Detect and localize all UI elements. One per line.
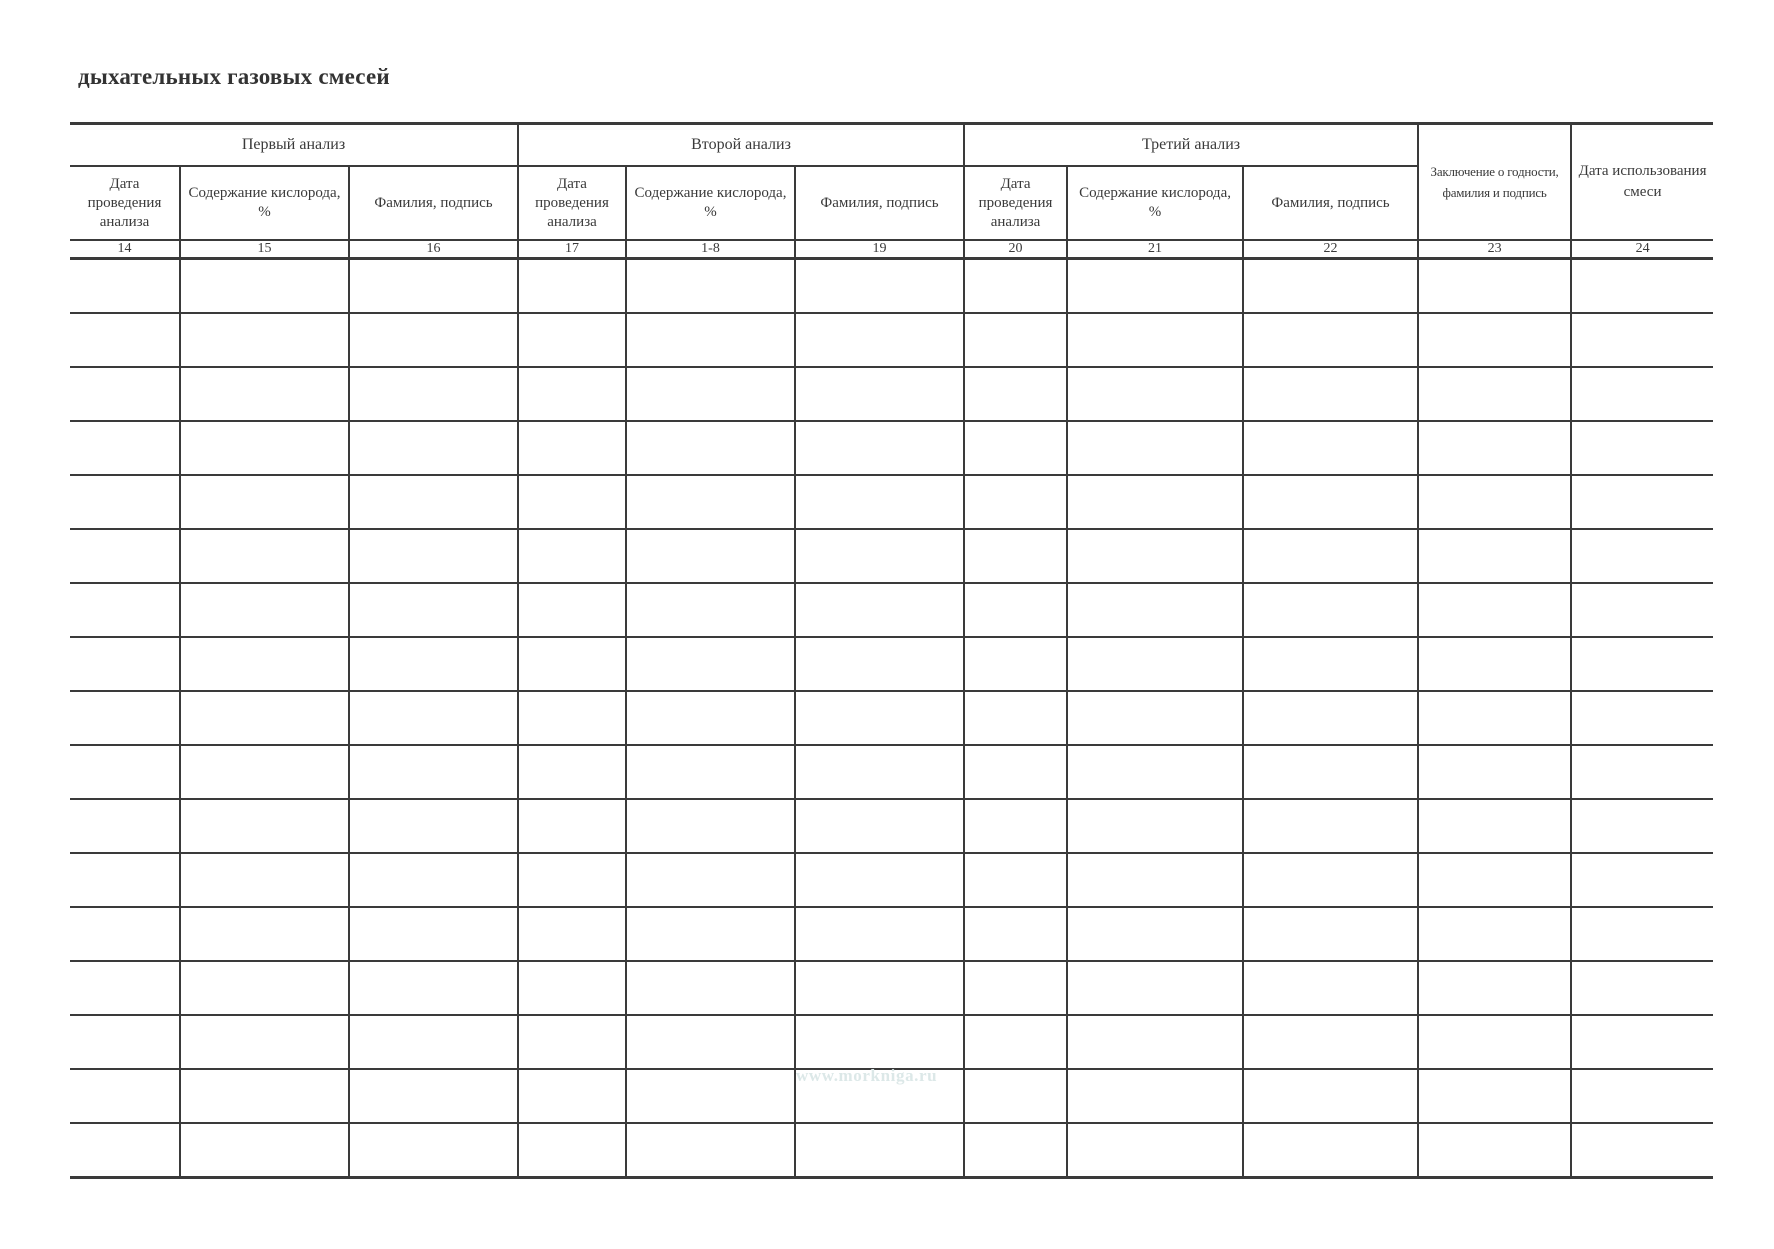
- empty-cell: [1418, 475, 1571, 529]
- empty-cell: [964, 313, 1067, 367]
- column-number: 20: [964, 240, 1067, 259]
- empty-cell: [626, 421, 795, 475]
- empty-cell: [70, 961, 180, 1015]
- empty-cell: [1571, 1123, 1713, 1178]
- empty-cell: [349, 529, 518, 583]
- empty-cell: [349, 907, 518, 961]
- column-header-name-signature: [1243, 166, 1418, 240]
- empty-cell: [1067, 745, 1243, 799]
- column-header-label: Содержание кислорода, %: [188, 185, 341, 220]
- column-header-name-signature: [349, 166, 518, 240]
- empty-cell: [180, 313, 349, 367]
- column-header-label: Дата проведения анализа: [978, 175, 1053, 230]
- column-header-conclusion-label: Заключение о годности, фамилия и подпись: [1430, 164, 1559, 200]
- empty-cell: [1243, 637, 1418, 691]
- empty-cell: [1067, 259, 1243, 314]
- empty-cell: [626, 1123, 795, 1178]
- column-number: 24: [1571, 240, 1713, 259]
- empty-cell: [1067, 1015, 1243, 1069]
- empty-cell: [1067, 583, 1243, 637]
- empty-cell: [70, 367, 180, 421]
- empty-cell: [964, 475, 1067, 529]
- empty-cell: [1243, 475, 1418, 529]
- empty-cell: [1418, 367, 1571, 421]
- empty-cell: [518, 529, 626, 583]
- column-header-label: Дата проведения анализа: [535, 175, 609, 230]
- empty-cell: [795, 961, 964, 1015]
- empty-cell: [70, 907, 180, 961]
- empty-cell: [1243, 907, 1418, 961]
- empty-cell: [518, 691, 626, 745]
- column-header-analysis-date: [70, 166, 180, 240]
- empty-cell: [180, 583, 349, 637]
- empty-cell: [518, 367, 626, 421]
- empty-cell: [1067, 421, 1243, 475]
- empty-cell: [518, 583, 626, 637]
- column-header-label: Фамилия, подпись: [820, 194, 939, 211]
- empty-cell: [1067, 1123, 1243, 1178]
- empty-cell: [795, 421, 964, 475]
- empty-cell: [795, 853, 964, 907]
- empty-cell: [626, 1015, 795, 1069]
- table-row: [70, 1123, 1713, 1178]
- empty-cell: [518, 313, 626, 367]
- empty-cell: [626, 259, 795, 314]
- column-number: 17: [518, 240, 626, 259]
- empty-cell: [180, 1015, 349, 1069]
- empty-cell: [349, 367, 518, 421]
- empty-cell: [626, 583, 795, 637]
- empty-cell: [70, 691, 180, 745]
- table-body: [70, 259, 1713, 1178]
- empty-cell: [1067, 367, 1243, 421]
- empty-cell: [180, 853, 349, 907]
- empty-cell: [70, 259, 180, 314]
- table-row: [70, 961, 1713, 1015]
- empty-cell: [70, 853, 180, 907]
- column-header-usage-date: [1571, 124, 1713, 241]
- empty-cell: [1067, 961, 1243, 1015]
- empty-cell: [626, 691, 795, 745]
- table-row: [70, 691, 1713, 745]
- empty-cell: [70, 799, 180, 853]
- table-row: [70, 313, 1713, 367]
- empty-cell: [1243, 1069, 1418, 1123]
- empty-cell: [1571, 583, 1713, 637]
- empty-cell: [626, 313, 795, 367]
- empty-cell: [70, 1015, 180, 1069]
- empty-cell: [180, 799, 349, 853]
- empty-cell: [1067, 691, 1243, 745]
- empty-cell: [180, 1069, 349, 1123]
- empty-cell: [70, 1069, 180, 1123]
- empty-cell: [626, 637, 795, 691]
- group-header-first-analysis: Первый анализ: [70, 124, 518, 167]
- empty-cell: [1243, 853, 1418, 907]
- empty-cell: [964, 1015, 1067, 1069]
- empty-cell: [349, 637, 518, 691]
- watermark-text: www.morkniga.ru: [796, 1066, 938, 1085]
- empty-cell: [795, 1015, 964, 1069]
- empty-cell: [70, 745, 180, 799]
- empty-cell: [626, 1069, 795, 1123]
- empty-cell: [964, 367, 1067, 421]
- empty-cell: [964, 529, 1067, 583]
- empty-cell: [349, 853, 518, 907]
- empty-cell: [1067, 529, 1243, 583]
- empty-cell: [964, 961, 1067, 1015]
- empty-cell: [180, 1123, 349, 1178]
- empty-cell: [1418, 745, 1571, 799]
- column-number: 22: [1243, 240, 1418, 259]
- empty-cell: [626, 961, 795, 1015]
- empty-cell: [1418, 691, 1571, 745]
- empty-cell: [1571, 1015, 1713, 1069]
- empty-cell: [1243, 583, 1418, 637]
- empty-cell: [518, 1069, 626, 1123]
- empty-cell: [626, 475, 795, 529]
- empty-cell: [626, 745, 795, 799]
- empty-cell: [518, 1015, 626, 1069]
- empty-cell: [795, 313, 964, 367]
- page-title: дыхательных газовых смесей: [78, 64, 390, 89]
- empty-cell: [1418, 313, 1571, 367]
- column-number: 21: [1067, 240, 1243, 259]
- table-row: [70, 853, 1713, 907]
- empty-cell: [349, 691, 518, 745]
- table-row: [70, 367, 1713, 421]
- empty-cell: [1243, 421, 1418, 475]
- empty-cell: [1571, 1069, 1713, 1123]
- empty-cell: [180, 529, 349, 583]
- empty-cell: [1243, 961, 1418, 1015]
- empty-cell: [1571, 637, 1713, 691]
- empty-cell: [1243, 529, 1418, 583]
- empty-cell: [1571, 529, 1713, 583]
- empty-cell: [1418, 529, 1571, 583]
- empty-cell: [795, 529, 964, 583]
- empty-cell: [1243, 745, 1418, 799]
- table-row: [70, 421, 1713, 475]
- empty-cell: [964, 421, 1067, 475]
- empty-cell: [1243, 1015, 1418, 1069]
- empty-cell: [795, 259, 964, 314]
- column-header-label: Содержание кислорода, %: [1079, 185, 1231, 220]
- column-header-label: Фамилия, подпись: [1271, 194, 1390, 211]
- empty-cell: [1243, 313, 1418, 367]
- empty-cell: [180, 745, 349, 799]
- empty-cell: [1243, 691, 1418, 745]
- empty-cell: [70, 637, 180, 691]
- group-header-second-analysis: Второй анализ: [518, 124, 964, 167]
- empty-cell: [518, 637, 626, 691]
- empty-cell: [1418, 637, 1571, 691]
- empty-cell: [180, 637, 349, 691]
- empty-cell: [1418, 907, 1571, 961]
- empty-cell: [1418, 853, 1571, 907]
- empty-cell: [518, 475, 626, 529]
- empty-cell: [795, 907, 964, 961]
- empty-cell: [518, 961, 626, 1015]
- empty-cell: [70, 1123, 180, 1178]
- gas-analysis-log-table: [70, 122, 1713, 1179]
- empty-cell: [349, 259, 518, 314]
- empty-cell: [626, 529, 795, 583]
- empty-cell: [795, 367, 964, 421]
- empty-cell: [1571, 853, 1713, 907]
- column-header-usage-date-label: Дата использования смеси: [1578, 163, 1707, 200]
- empty-cell: [964, 583, 1067, 637]
- empty-cell: [1418, 421, 1571, 475]
- column-header-label: Содержание кислорода, %: [634, 185, 787, 220]
- column-number: 19: [795, 240, 964, 259]
- empty-cell: [964, 799, 1067, 853]
- empty-cell: [964, 853, 1067, 907]
- empty-cell: [626, 799, 795, 853]
- empty-cell: [795, 583, 964, 637]
- empty-cell: [1571, 745, 1713, 799]
- empty-cell: [349, 1123, 518, 1178]
- empty-cell: [180, 907, 349, 961]
- column-number: 1-8: [626, 240, 795, 259]
- empty-cell: [795, 691, 964, 745]
- empty-cell: [964, 259, 1067, 314]
- empty-cell: [1571, 259, 1713, 314]
- empty-cell: [1243, 367, 1418, 421]
- empty-cell: [1243, 1123, 1418, 1178]
- empty-cell: [964, 1123, 1067, 1178]
- empty-cell: [180, 367, 349, 421]
- empty-cell: [1067, 475, 1243, 529]
- empty-cell: [180, 691, 349, 745]
- column-header-analysis-date: [964, 166, 1067, 240]
- empty-cell: [70, 313, 180, 367]
- empty-cell: [795, 799, 964, 853]
- empty-cell: [70, 529, 180, 583]
- column-header-oxygen-content: [180, 166, 349, 240]
- column-header-oxygen-content: [1067, 166, 1243, 240]
- table-row: [70, 583, 1713, 637]
- empty-cell: [795, 475, 964, 529]
- empty-cell: [1571, 367, 1713, 421]
- empty-cell: [1243, 259, 1418, 314]
- empty-cell: [1571, 961, 1713, 1015]
- empty-cell: [1418, 799, 1571, 853]
- empty-cell: [1067, 1069, 1243, 1123]
- empty-cell: [1067, 313, 1243, 367]
- table-row: [70, 259, 1713, 314]
- empty-cell: [349, 799, 518, 853]
- table-row: [70, 637, 1713, 691]
- empty-cell: [349, 475, 518, 529]
- table-row: [70, 475, 1713, 529]
- empty-cell: [70, 475, 180, 529]
- empty-cell: [1067, 637, 1243, 691]
- empty-cell: [349, 313, 518, 367]
- empty-cell: [1418, 1069, 1571, 1123]
- column-header-name-signature: [795, 166, 964, 240]
- column-number: 15: [180, 240, 349, 259]
- empty-cell: [518, 799, 626, 853]
- column-number: 23: [1418, 240, 1571, 259]
- empty-cell: [349, 1069, 518, 1123]
- empty-cell: [1418, 583, 1571, 637]
- empty-cell: [964, 637, 1067, 691]
- empty-cell: [518, 259, 626, 314]
- empty-cell: [964, 691, 1067, 745]
- empty-cell: [1571, 907, 1713, 961]
- empty-cell: [964, 1069, 1067, 1123]
- empty-cell: [1418, 961, 1571, 1015]
- column-number: 14: [70, 240, 180, 259]
- empty-cell: [626, 853, 795, 907]
- empty-cell: [1571, 799, 1713, 853]
- empty-cell: [349, 745, 518, 799]
- empty-cell: [1418, 259, 1571, 314]
- empty-cell: [626, 907, 795, 961]
- group-header-third-analysis: Третий анализ: [964, 124, 1418, 167]
- column-header-analysis-date: [518, 166, 626, 240]
- table-row: [70, 907, 1713, 961]
- empty-cell: [180, 259, 349, 314]
- empty-cell: [349, 421, 518, 475]
- column-header-label: Дата проведения анализа: [87, 175, 162, 230]
- empty-cell: [518, 1123, 626, 1178]
- empty-cell: [180, 475, 349, 529]
- empty-cell: [1067, 853, 1243, 907]
- column-header-oxygen-content: [626, 166, 795, 240]
- empty-cell: [1067, 799, 1243, 853]
- empty-cell: [626, 367, 795, 421]
- column-number: 16: [349, 240, 518, 259]
- empty-cell: [795, 637, 964, 691]
- empty-cell: [1418, 1123, 1571, 1178]
- empty-cell: [518, 907, 626, 961]
- empty-cell: [964, 907, 1067, 961]
- empty-cell: [70, 583, 180, 637]
- table-row: [70, 799, 1713, 853]
- empty-cell: [180, 421, 349, 475]
- column-header-label: Фамилия, подпись: [374, 194, 493, 211]
- empty-cell: [1418, 1015, 1571, 1069]
- empty-cell: [518, 853, 626, 907]
- table-row: [70, 745, 1713, 799]
- table-row: [70, 529, 1713, 583]
- empty-cell: [349, 961, 518, 1015]
- empty-cell: [1571, 313, 1713, 367]
- table-header: [70, 124, 1713, 259]
- empty-cell: [518, 421, 626, 475]
- empty-cell: [1571, 691, 1713, 745]
- column-number-row: [70, 240, 1713, 259]
- table-row: [70, 1015, 1713, 1069]
- empty-cell: [795, 1123, 964, 1178]
- empty-cell: [795, 745, 964, 799]
- empty-cell: [518, 745, 626, 799]
- column-header-conclusion: [1418, 124, 1571, 241]
- empty-cell: [1571, 421, 1713, 475]
- empty-cell: [70, 421, 180, 475]
- empty-cell: [964, 745, 1067, 799]
- empty-cell: [1067, 907, 1243, 961]
- group-header-row: [70, 124, 1713, 167]
- empty-cell: [1571, 475, 1713, 529]
- empty-cell: [180, 961, 349, 1015]
- empty-cell: [349, 583, 518, 637]
- empty-cell: [1243, 799, 1418, 853]
- empty-cell: [349, 1015, 518, 1069]
